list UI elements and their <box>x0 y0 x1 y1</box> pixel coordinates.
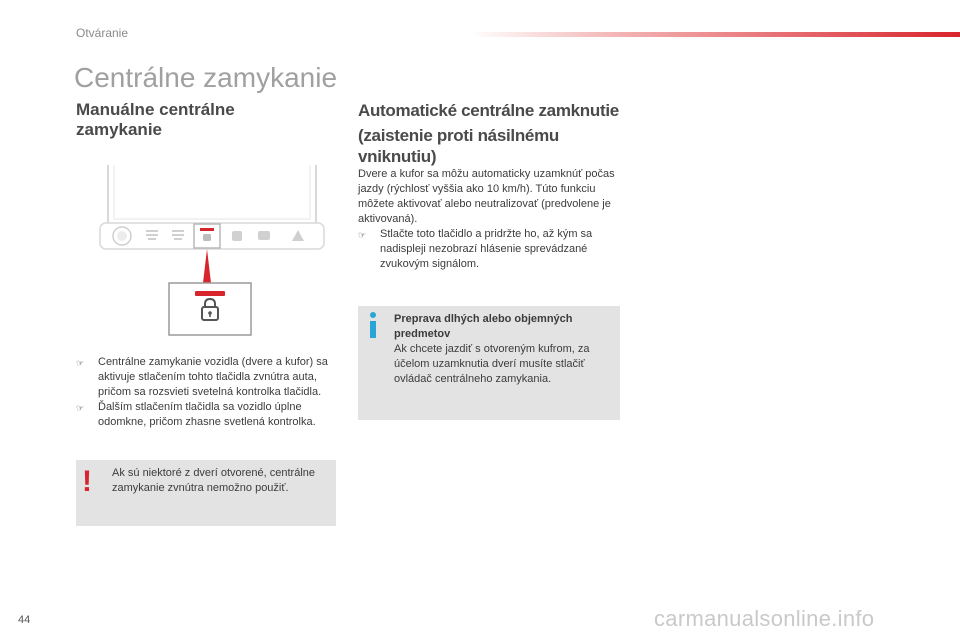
pointing-hand-icon: ☞ <box>358 230 367 240</box>
watermark: carmanualsonline.info <box>654 606 875 631</box>
list-item <box>76 355 338 400</box>
left-heading-line1: Manuálne centrálne <box>76 100 235 119</box>
page-title: Centrálne zamykanie <box>74 62 338 93</box>
info-icon <box>368 312 378 338</box>
left-bullet-2: Ďalším stlačením tlačidla sa vozidlo úplne odomkne, pričom zhasne svetlená kontrolka. <box>98 401 316 428</box>
dashboard-illustration <box>96 165 328 343</box>
pointing-hand-icon: ☞ <box>76 403 85 413</box>
right-paragraph: Dvere a kufor sa môžu automaticky uzamknúť počas jazdy (rýchlosť vyššia ako 10 km/h). Túto funkciu môžete aktivovať alebo neutralizovať (predvolene je aktivovaná). <box>358 168 615 225</box>
right-heading-line3: vniknutiu) <box>358 147 437 166</box>
warning-note <box>76 460 336 526</box>
right-heading-line1: Automatické centrálne zamknutie <box>358 101 619 120</box>
info-text: Ak chcete jazdiť s otvoreným kufrom, za účelom uzamknutia dverí musíte stlačiť ovládač centrálneho zamykania. <box>394 343 590 385</box>
right-section-heading <box>358 100 638 171</box>
warning-text: Ak sú niektoré z dverí otvorené, centrálne zamykanie zvnútra nemožno použiť. <box>112 467 315 494</box>
pointing-hand-icon: ☞ <box>76 358 85 368</box>
left-heading-line2: zamykanie <box>76 120 162 139</box>
info-note <box>358 306 620 420</box>
info-title: Preprava dlhých alebo objemných predmetov <box>394 313 573 340</box>
section-title: Otváranie <box>76 26 129 40</box>
lock-button-enlarged <box>169 283 251 335</box>
list-item <box>76 400 338 430</box>
right-bullet: Stlačte toto tlačidlo a pridržte ho, až kým sa nadispleji nezobrazí hlásenie sprevádzané zvukovým signálom. <box>380 228 593 270</box>
right-heading-line2: (zaistenie proti násilnému <box>358 126 559 145</box>
right-body <box>358 167 620 272</box>
info-content <box>394 312 616 387</box>
exclamation-icon: ! <box>82 465 92 498</box>
left-bullet-1: Centrálne zamykanie vozidla (dvere a kufor) sa aktivuje stlačením tohto tlačidla zvnútra auta, pričom sa rozsvieti svetelná kontrolka tlačidla. <box>98 356 328 398</box>
page-number: 44 <box>18 614 31 626</box>
header-accent-bar <box>470 32 960 37</box>
list-item <box>358 227 620 272</box>
left-bullet-list <box>76 355 338 430</box>
left-section-heading <box>76 100 336 140</box>
